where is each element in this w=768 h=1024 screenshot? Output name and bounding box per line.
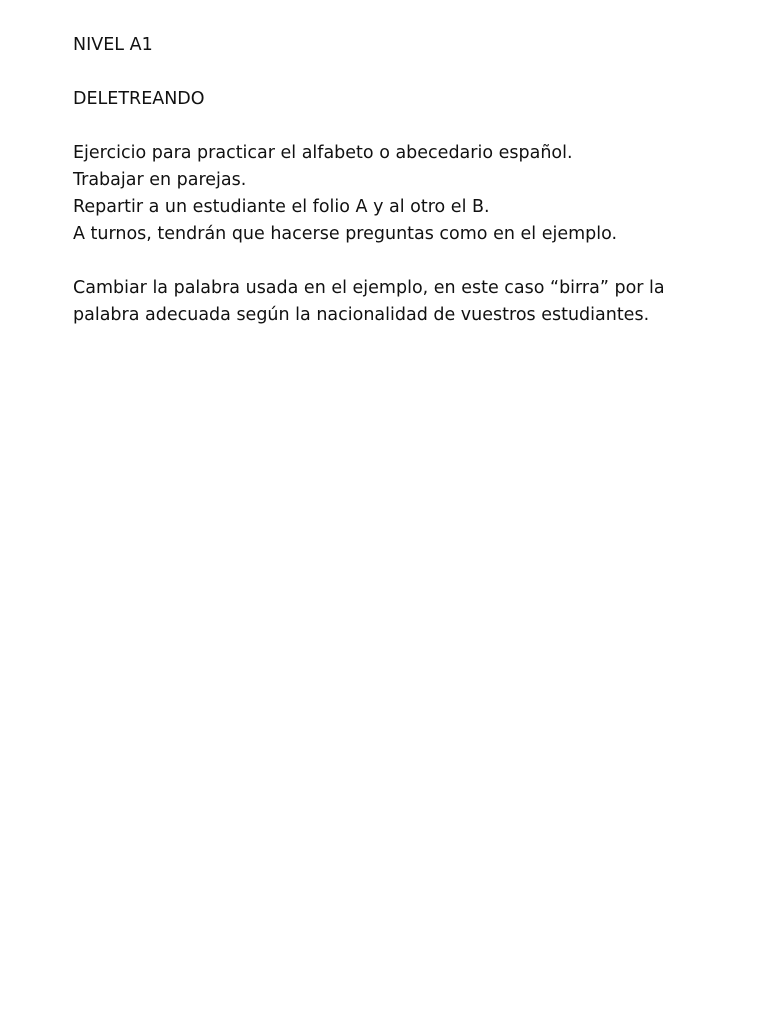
note-line: Cambiar la palabra usada en el ejemplo, en este caso “birra” por la — [73, 278, 665, 298]
note-block — [73, 275, 733, 329]
instruction-line: Ejercicio para practicar el alfabeto o abecedario español. — [73, 143, 573, 163]
level-label: NIVEL A1 — [73, 35, 153, 55]
page-title: DELETREANDO — [73, 89, 205, 109]
instruction-line: Trabajar en parejas. — [73, 170, 247, 190]
note-line: palabra adecuada según la nacionalidad de vuestros estudiantes. — [73, 305, 650, 325]
document-page — [73, 32, 733, 356]
instructions-block — [73, 140, 733, 248]
instruction-line: Repartir a un estudiante el folio A y al otro el B. — [73, 197, 490, 217]
instruction-line: A turnos, tendrán que hacerse preguntas como en el ejemplo. — [73, 224, 618, 244]
level-block — [73, 32, 733, 59]
title-block — [73, 86, 733, 113]
